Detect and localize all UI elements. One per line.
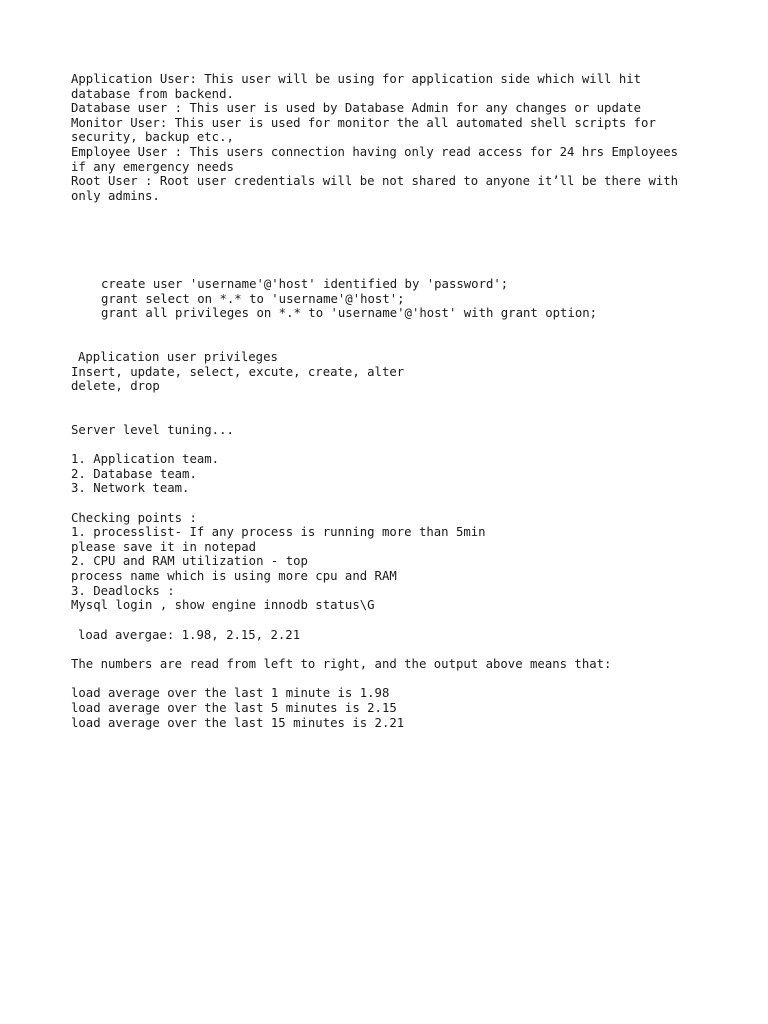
checking-heading: Checking points : [71, 510, 197, 525]
checking-item: Mysql login , show engine innodb status\G [71, 598, 375, 613]
team-item: 2. Database team. [71, 466, 197, 481]
monitor-user-line: Monitor User: This user is used for monitor the all automated shell scripts for [71, 115, 656, 130]
checking-item: 2. CPU and RAM utilization - top [71, 554, 308, 569]
load-summary: load avergae: 1.98, 2.15, 2.21 [78, 628, 301, 642]
privileges-line: delete, drop [71, 379, 160, 394]
database-user-line: Database user : This user is used by Database Admin for any changes or update [71, 101, 642, 116]
privileges-heading: Application user privileges [78, 350, 278, 364]
employee-user-line-cont: if any emergency needs [71, 159, 234, 174]
create-user-command: create user 'username'@'host' identified by 'password'; [101, 277, 509, 291]
load-line: load average over the last 5 minutes is 2.15 [71, 700, 397, 715]
employee-user-line: Employee User : This users connection having only read access for 24 hrs Employees [71, 144, 679, 159]
grant-select-command: grant select on *.* to 'username'@'host'; [101, 291, 405, 306]
checking-item: 1. processlist- If any process is running more than 5min [71, 525, 486, 540]
server-tuning-section [71, 423, 486, 613]
load-line: load average over the last 15 minutes is 2.21 [71, 715, 405, 730]
sql-commands-section [71, 277, 597, 321]
team-item: 1. Application team. [71, 452, 220, 467]
checking-item: process name which is using more cpu and RAM [71, 568, 397, 583]
checking-item: 3. Deadlocks : [71, 583, 175, 598]
blank-line [71, 438, 486, 453]
tuning-heading: Server level tuning... [71, 423, 234, 437]
load-average-section [71, 628, 611, 730]
load-line: load average over the last 1 minute is 1.98 [71, 686, 390, 701]
load-explanation: The numbers are read from left to right, and the output above means that: [71, 657, 612, 672]
blank-line [71, 672, 611, 687]
privileges-line: Insert, update, select, excute, create, alter [71, 364, 405, 379]
blank-line [71, 643, 611, 658]
user-types-section [71, 72, 678, 203]
root-user-line: Root User : Root user credentials will be not shared to anyone it’ll be there with [71, 174, 679, 189]
monitor-user-line-cont: security, backup etc., [71, 130, 234, 145]
application-user-line-cont: database from backend. [71, 86, 234, 101]
application-user-line: Application User: This user will be using for application side which will hit [71, 72, 642, 86]
privileges-section [71, 350, 404, 394]
grant-all-command: grant all privileges on *.* to 'username'@'host' with grant option; [101, 306, 598, 321]
blank-line [71, 496, 486, 511]
team-item: 3. Network team. [71, 481, 190, 496]
root-user-line-cont: only admins. [71, 188, 160, 203]
checking-item: please save it in notepad [71, 539, 257, 554]
